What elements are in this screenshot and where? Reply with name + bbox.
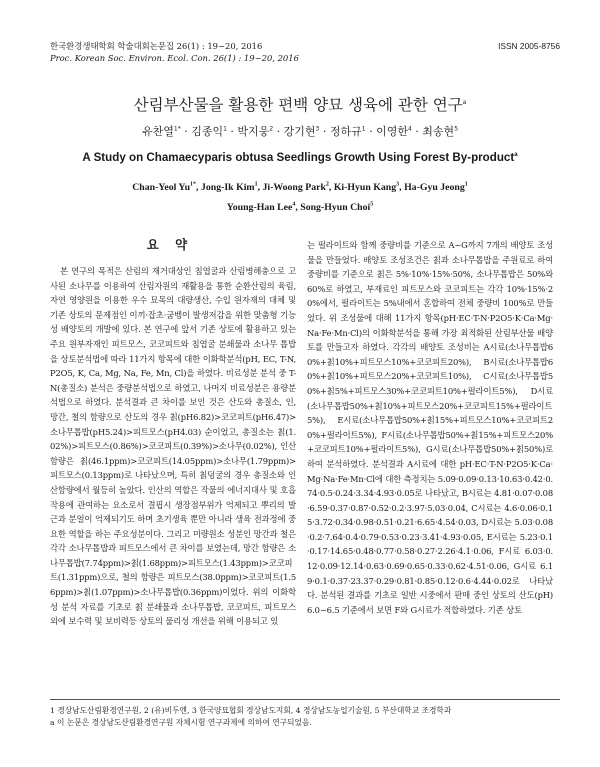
author [132,182,196,193]
author [334,182,399,193]
title-korean [0,93,600,115]
author-name: Ki-Hyun Kang [333,182,397,193]
title-korean-text: 산림부산물을 활용한 편백 양묘 생육에 관한 연구 [133,96,463,114]
author-affiliation-mark: 1 [254,181,258,188]
title-english-text: A Study on Chamaecyparis obtusa Seedlings Growth Using Forest By-product [82,151,515,164]
author-affiliation-mark: 2 [325,181,329,188]
author-separator: · [319,125,330,138]
author-affiliation-mark: 1 [223,125,227,133]
author-affiliation-mark: 1 [464,181,468,188]
author [376,125,412,138]
author [284,125,320,138]
footnotes [50,699,560,729]
author-name: Song-Hyun Choi [300,202,371,213]
author-name: Ha-Gyu Jeong [404,182,465,193]
author-affiliation-mark: 4 [407,125,412,133]
authors-english-line-1 [70,178,530,198]
author-separator: , [257,182,263,193]
author-name: 유찬열 [141,125,174,138]
author [330,125,366,138]
author-affiliation-mark: 2 [269,125,274,133]
author-name: Young-Han Lee [226,202,293,213]
author [191,125,227,138]
abstract-heading: 요 약 [146,237,194,252]
author [237,125,273,138]
author-name: 강기현 [283,125,316,138]
author-separator: · [226,125,238,138]
author-name: 김종익 [191,125,224,138]
author-affiliation-mark: 5 [454,125,459,133]
author-affiliation-mark: 4 [292,201,296,208]
title-korean-mark: a [462,98,467,106]
author-separator: · [180,125,192,138]
authors-english-line-2 [70,198,530,218]
author-name: 최송현 [422,125,455,138]
authors-korean [0,123,600,139]
abstract-right-column [307,238,553,617]
running-header [50,40,560,64]
author [300,202,373,213]
author-separator: , [399,182,405,193]
abstract-left-column [50,264,296,629]
author-affiliation-mark: 3 [315,125,320,133]
issn: ISSN 2005-8756 [498,41,560,51]
author-name: 이영한 [376,125,408,138]
author-affiliation-mark: 1 [361,125,366,133]
author-affiliation-mark: 5 [370,201,374,208]
author [227,202,296,213]
author-affiliation-mark: 1* [173,125,181,133]
author-name: Jong-Ik Kim [200,182,255,193]
author-name: Ji-Woong Park [262,182,326,193]
author-separator: , [328,182,334,193]
author-affiliation-mark: 1* [190,181,197,188]
author [142,125,181,138]
author [201,182,258,193]
author-separator: , [295,202,301,213]
abstract-paragraph: 본 연구의 목적은 산림의 재거대상인 침엽굴과 산림병해충으로 고사된 소나무를 이용하여 산림자원의 재활용을 통한 순환산림의 육림, 자연 영양원을 이용한 우수 묘목의 대량생산, 수입 원자재의 대체 및 기존 상토의 문제점인 이끼·잡초·굼벵이 발생저감을 위한 맞춤형 기능성 배양토의 개발에 있다. 본 연구에 앞서 기존 상토에 활용하고 있는 주요 원부자재인 피트모스, 코코피트와 침엽굴 분쇄물과 소나무 톱밥을 상토분석법에 따라 11가지 항목에 대한 이화학분석(pH, EC, T-N, P2O5, K, Ca, Mg, Na, Fe, Mn, Cl)을 하였다. 비료성분 분석 중 T-N(총질소) 분석은 중량분석법으로 하였고, 나머지 비료성분은 용량분석법으로 하였다. 분석결과 큰 차이를 보인 것은 산도와 총질소, 인, 망간, 철의 함량으로 산도의 경우 칡(pH6.82)>코코피트(pH6.47)>소나무톱밥(pH5.24)>피트모스(pH4.03) 순이었고, 총질소는 칡(1.02%)>피트모스(0.86%)>코코피트(0.39%)>소나무(0.02%), 인산 함량은 칡(46.1ppm)>코코피트(14.05ppm)>소나무(1.79ppm)>피트모스(0.13ppm)로 나타났으며, 특히 칡덩굴의 경우 총질소와 인산함량에서 월등히 높았다. 인산의 역할은 작물의 에너지대사 및 호흡작용에 관여하는 요소로서 결핍시 생장점부위가 억제되고 뿌리의 발근과 분얼이 억제되기도 하며 초기생육 뿐만 아니라 생육 전과정에 중요한 역할을 하는 주요성분이다. 그리고 미량원소 성분인 망간과 철은 각각 소나무톱밥과 피트모스에서 큰 차이를 보였는데, 망간 함량은 소나무톱밥(7.74ppm)>칡(1.68ppm)>피트모스(1.43ppm)>코코피트(1.31ppm)으로, 철의 함량은 피트모스(38.0ppm)>코코피트(1.56ppm)>칡(1.07ppm)>소나무톱밥(0.36ppm)이었다. 위의 이화학성 분석 자료를 기초로 칡 분쇄물과 소나무톱밥, 코코피트, 피트모스 외에 보수력 및 보비력등 상토의 물리성 개선을 위해 이용되고 있 [50,266,296,627]
authors-english [70,178,530,218]
footnote: a 이 논문은 경상남도산림환경연구원 자체시험 연구과제에 의하여 연구되었음. [50,718,312,727]
author-name: 박지웅 [237,125,270,138]
author-separator: · [365,125,377,138]
title-english [0,151,600,164]
abstract-paragraph: 는 펄라이트와 함께 중량비를 기준으로 A~G까지 7개의 배양토 조성물을 만들었다. 배양토 조성조건은 칡과 소나무톱밥을 주원료로 하여 중량비를 기준으로 칡은 5%·10%·15%·50%, 소나무톱밥은 50%와 60%로 하였고, 부재료인 피트모스와 코코피트는 각각 10%·15%·20%에서, 펄라이트는 5%내에서 혼합하여 전체 중량비 100%로 만들었다. 위 조성물에 대해 11가지 항목(pH·EC·T-N·P2O5·K·Ca·Mg·Na·Fe·Mn·Cl)의 이화학분석을 통해 가장 최적화된 산림부산물 배양토를 만들고자 하였다. 각각의 배양토 조성비는 A시료(소나무톱밥60%+칡10%+피트모스10%+코코피트20%), B시료(소나무톱밥60%+칡10%+피트모스20%+코코피트10%), C시료(소나무톱밥50%+칡5%+피트모스30%+코코피트10%+펄라이트5%), D시료(소나무톱밥50%+칡10%+피트모스20%+코코피트15%+펄라이트5%), E시료(소나무톱밥50%+칡15%+피트모스10%+코코피트20%+펄라이트5%), F시료(소나무톱밥50%+칡15%+피트모스20%+코코피트10%+펄라이트5%), G시료(소나무톱밥50%+칡50%)로 하여 분석하였다. 분석결과 A시료에 대한 pH·EC·T-N·P2O5·K·Ca·Mg·Na·Fe·Mn·Cl에 대한 측정치는 5.09·0.09·0.13·10.63·0.42·0.74·0.5·0.24·3.34·4.93·0.05로 나타났고, B시료는 4.81·0.07·0.08·6.59·0.37·0.87·0.52·0.2·3.97·5.03·0.04, C시료는 4.6·0.06·0.15·3.72·0.34·0.98·0.51·0.21·6.65·4.54·0.03, D시료는 5.03·0.08·0.2·7.64·0.4·0.79·0.53·0.23·3.41·4.93·0.05, E시료는 5.23·0.1·0.17·14.65·0.48·0.77·0.58·0.27·2.26·4.1·0.06, F시료 6.03·0.12·0.09·12.14·0.63·0.69·0.65·0.33·0.62·4.51·0.06, G시료 6.19·0.1·0.37·23.37·0.29·0.81·0.85·0.12·0.6·4.44·0.02로 나타났다. 분석된 결과를 기초로 일반 시중에서 판매 중인 상토의 산도(pH) 6.0~6.5 기준에서 보면 F와 G시료가 적합하였다. 기존 상토 [307,240,554,615]
author-name: 정하규 [329,125,362,138]
footnote: 1 경상남도산림환경연구원, 2 (유)비두엔, 3 한국양묘협회 경상남도지회, 4 경상남도농업기술원, 5 부산대학교 조경학과 [50,706,452,715]
author-separator: , [196,182,201,193]
author [404,182,468,193]
journal-citation-ko: 한국환경생태학회 학술대회논문집 26(1) : 19~20, 2016 [50,41,263,51]
author [262,182,328,193]
title-english-mark: a [514,152,518,159]
author-name: Chan-Yeol Yu [132,182,191,193]
author-separator: · [411,125,423,138]
author-affiliation-mark: 3 [396,181,400,188]
author [422,125,458,138]
journal-citation-en: Proc. Korean Soc. Environ. Ecol. Con. 26(1) : 19~20, 2016 [50,53,299,63]
author-separator: · [273,125,284,138]
